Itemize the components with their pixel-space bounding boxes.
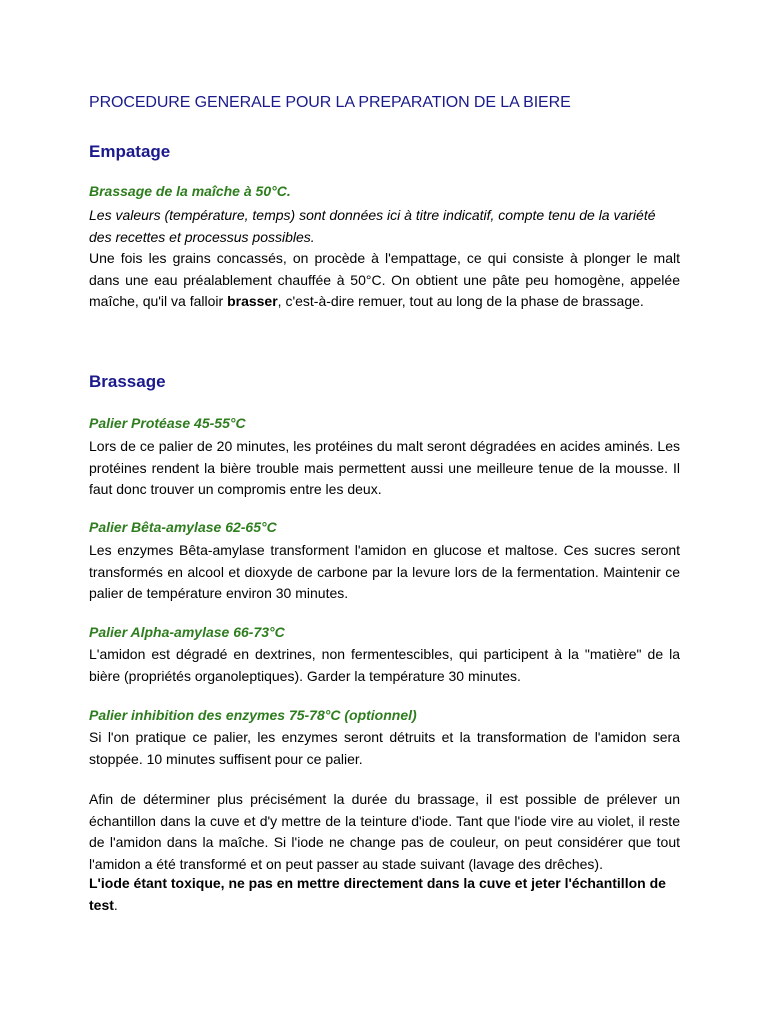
- palier-title-protease: Palier Protéase 45-55°C: [89, 415, 246, 431]
- palier-text-alpha-amylase: L'amidon est dégradé en dextrines, non fermentescibles, qui participent à la "matière" de la bière (propriétés organoleptiques). Garder la température 30 minutes.: [89, 646, 680, 684]
- section-heading-brassage: Brassage: [89, 372, 166, 391]
- iode-warning: [89, 873, 680, 916]
- document-title: PROCEDURE GENERALE POUR LA PREPARATION DE LA BIERE: [89, 94, 571, 111]
- empatage-description: [89, 248, 680, 313]
- empatage-text-start: Une fois les grains concassés, on procède à l'empattage, ce qui consiste à plonger le malt dans une eau préalablement chauffée à 50°C. On obtient une pâte peu homogène, appelée maîche, qu'il va falloir: [89, 250, 680, 309]
- empatage-text-end: , c'est-à-dire remuer, tout au long de la phase de brassage.: [277, 293, 644, 309]
- palier-text-inhibition: Si l'on pratique ce palier, les enzymes seront détruits et la transformation de l'amidon sera stoppée. 10 minutes suffisent pour ce palier.: [89, 729, 680, 767]
- palier-text-beta-amylase: Les enzymes Bêta-amylase transforment l'amidon en glucose et maltose. Ces sucres seront transformés en alcool et dioxyde de carbone par la levure lors de la fermentation. Maintenir ce palier de température environ 30 minutes.: [89, 542, 680, 601]
- iode-test-text: Afin de déterminer plus précisément la durée du brassage, il est possible de prélever un échantillon dans la cuve et d'y mettre de la teinture d'iode. Tant que l'iode vire au violet, il reste de l'amidon dans la maîche. Si l'iode ne change pas de couleur, on peut considérer que tout l'amidon a été transformé et on peut passer au stade suivant (lavage des drêches).: [89, 791, 680, 872]
- subheading-brassage-maiche: Brassage de la maîche à 50°C.: [89, 183, 291, 199]
- palier-title-alpha-amylase: Palier Alpha-amylase 66-73°C: [89, 624, 285, 640]
- iode-warning-bold: L'iode étant toxique, ne pas en mettre directement dans la cuve et jeter l'échantillon de test: [89, 875, 666, 913]
- palier-title-beta-amylase: Palier Bêta-amylase 62-65°C: [89, 519, 277, 535]
- section-heading-empatage: Empatage: [89, 142, 171, 161]
- empatage-note: Les valeurs (température, temps) sont données ici à titre indicatif, compte tenu de la variété des recettes et processus possibles.: [89, 207, 656, 245]
- palier-title-inhibition: Palier inhibition des enzymes 75-78°C (optionnel): [89, 707, 417, 723]
- empatage-bold-word: brasser: [227, 293, 278, 309]
- palier-text-protease: Lors de ce palier de 20 minutes, les protéines du malt seront dégradées en acides aminés. Les protéines rendent la bière trouble mais permettent aussi une meilleure tenue de la mousse. Il faut donc trouver un compromis entre les deux.: [89, 438, 680, 497]
- iode-warning-end: .: [113, 896, 118, 913]
